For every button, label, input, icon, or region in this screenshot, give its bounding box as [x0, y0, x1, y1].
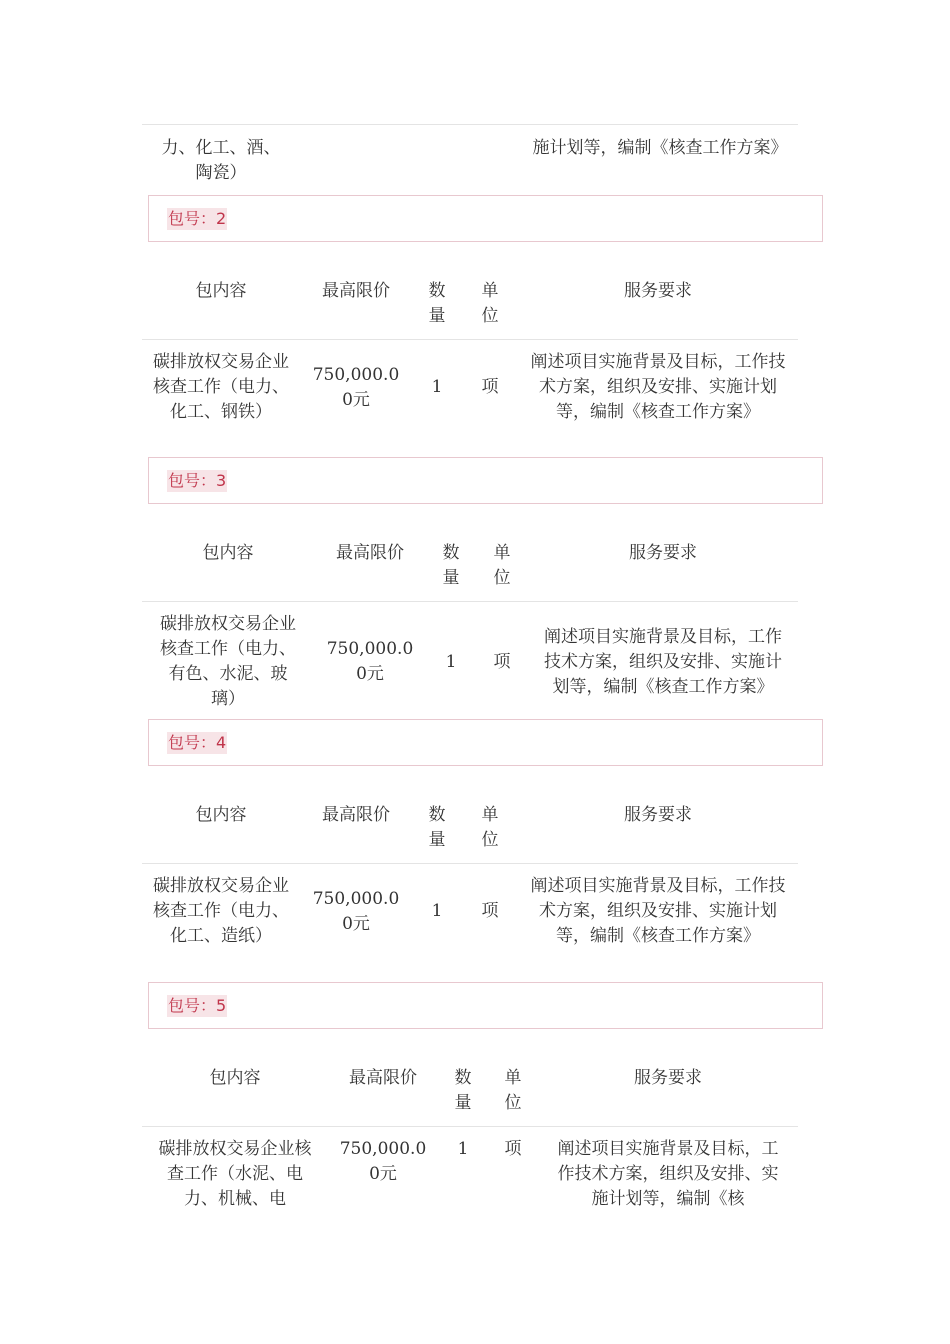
column-header-price: 最高限价: [336, 543, 404, 563]
unit-cell: 项: [488, 1127, 538, 1221]
content-cell: 碳排放权交易企业核查工作（电力、化工、造纸）: [142, 864, 300, 958]
unit-cell: 项: [476, 602, 528, 721]
table-divider: [142, 124, 798, 125]
table-header-row: [142, 1051, 798, 1127]
column-header-price: 最高限价: [322, 281, 390, 301]
column-header-requirement: 服务要求: [634, 1068, 702, 1088]
price-cell: 750,000.00元: [328, 1127, 438, 1221]
table-header-row: [142, 526, 798, 602]
price-cell: 750,000.00元: [300, 864, 412, 958]
package-table-3: [142, 526, 798, 720]
column-header-requirement: 服务要求: [624, 281, 692, 301]
table-row: [142, 602, 798, 721]
table-header-row: [142, 788, 798, 864]
table-row: [142, 864, 798, 958]
package-table-4: [142, 788, 798, 957]
column-header-qty: 数量: [454, 1068, 472, 1113]
column-header-requirement: 服务要求: [624, 805, 692, 825]
qty-cell: 1: [426, 602, 476, 721]
column-header-price: 最高限价: [349, 1068, 417, 1088]
package-number-label: 包号：2: [168, 209, 227, 228]
price-cell: 750,000.00元: [300, 340, 412, 434]
column-header-unit: 单位: [481, 805, 499, 850]
column-header-content: 包内容: [195, 281, 247, 301]
package-header-3: [148, 457, 823, 504]
column-header-content: 包内容: [202, 543, 254, 563]
requirement-cell: 阐述项目实施背景及目标，工作技术方案，组织及安排、实施计划等，编制《核查工作方案》: [518, 340, 798, 434]
column-header-content: 包内容: [209, 1068, 261, 1088]
price-cell: 750,000.00元: [314, 602, 426, 721]
column-header-price: 最高限价: [322, 805, 390, 825]
unit-cell: 项: [462, 340, 518, 434]
column-header-unit: 单位: [481, 281, 499, 326]
qty-cell: 1: [412, 340, 462, 434]
package-number-label: 包号：5: [168, 996, 227, 1015]
package-number-label: 包号：3: [168, 471, 227, 490]
package-table-5: [142, 1051, 798, 1220]
qty-cell: 1: [438, 1127, 488, 1221]
content-cell: 碳排放权交易企业核查工作（电力、有色、水泥、玻璃）: [142, 602, 314, 721]
content-cell: 碳排放权交易企业核查工作（电力、化工、钢铁）: [142, 340, 300, 434]
continued-requirement-cell: 施计划等，编制《核查工作方案》: [532, 138, 788, 158]
table-row: [142, 340, 798, 434]
package-header-4: [148, 719, 823, 766]
package-number-label: 包号：4: [168, 733, 227, 752]
requirement-cell: 阐述项目实施背景及目标，工作技术方案，组织及安排、实施计划等，编制《核查工作方案》: [518, 864, 798, 958]
column-header-requirement: 服务要求: [629, 543, 697, 563]
requirement-cell: 阐述项目实施背景及目标，工作技术方案，组织及安排、实施计划等，编制《核查工作方案》: [528, 602, 798, 721]
column-header-unit: 单位: [504, 1068, 522, 1113]
column-header-qty: 数量: [442, 543, 460, 588]
column-header-content: 包内容: [195, 805, 247, 825]
column-header-qty: 数量: [428, 281, 446, 326]
unit-cell: 项: [462, 864, 518, 958]
table-row: [142, 1127, 798, 1221]
requirement-cell: 阐述项目实施背景及目标，工作技术方案，组织及安排、实施计划等，编制《核: [538, 1127, 798, 1221]
column-header-qty: 数量: [428, 805, 446, 850]
package-header-5: [148, 982, 823, 1029]
package-table-2: [142, 264, 798, 433]
package-header-2: [148, 195, 823, 242]
qty-cell: 1: [412, 864, 462, 958]
continued-content-cell: 力、化工、酒、陶瓷）: [161, 138, 281, 183]
table-header-row: [142, 264, 798, 340]
content-cell: 碳排放权交易企业核查工作（水泥、电力、机械、电: [142, 1127, 328, 1221]
column-header-unit: 单位: [493, 543, 511, 588]
